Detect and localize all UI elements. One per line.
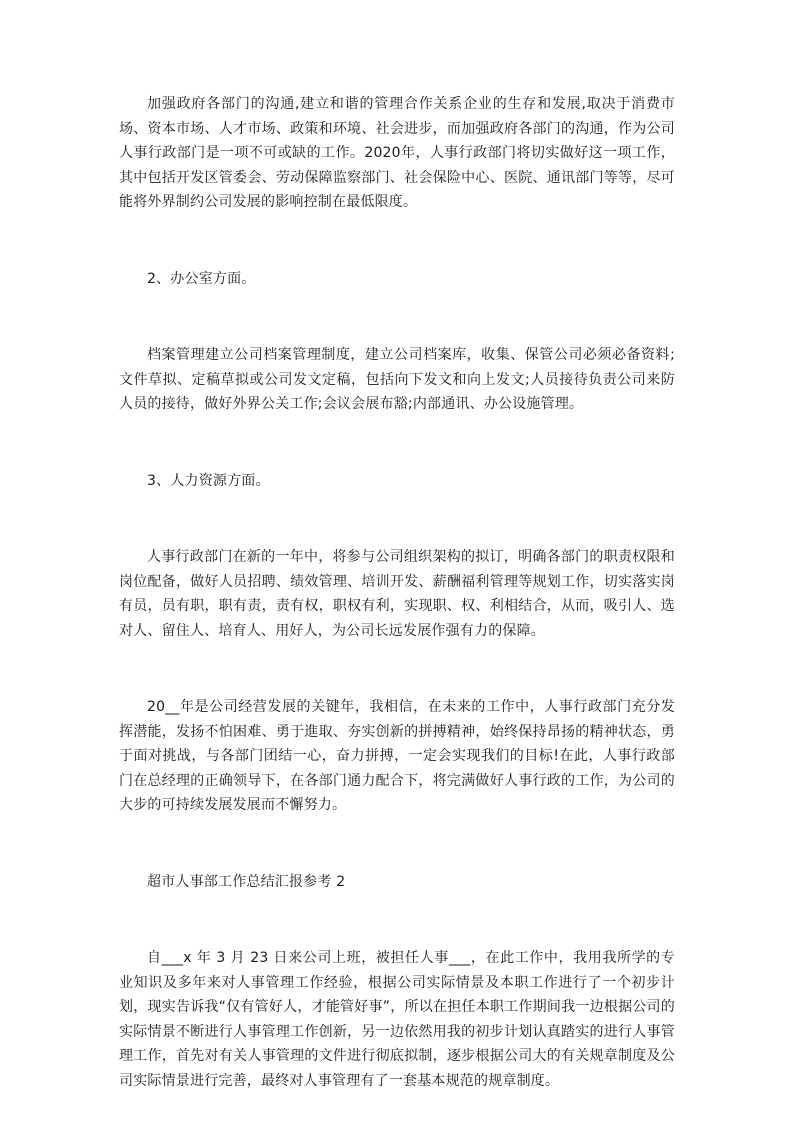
paragraph-hr-planning: 人事行政部门在新的一年中，将参与公司组织架构的拟订，明确各部门的职责权限和岗位配备，做好人员招聘、绩效管理、培训开发、薪酬福利管理等规划工作，切实落实岗有员，员有职，职有责，责有权，职权有利，实现职、权、利相结合，从而，吸引人、选对人、留住人、培育人、用好人，为公司长远发展作强有力的保障。 (119, 549, 675, 639)
paragraph-archive-management: 档案管理建立公司档案管理制度，建立公司档案库，收集、保管公司必须必备资料;文件草拟、定稿草拟或公司发文定稿，包括向下发文和向上发文;人员接待负责公司来防人员的接待，做好外界公关工作;会议会展布豁;内部通讯、办公设施管理。 (119, 347, 675, 412)
paragraph-government-communication: 加强政府各部门的沟通,建立和谐的管理合作关系企业的生存和发展,取决于消费市场、资本市场、人才市场、政策和环境、社会进步，而加强政府各部门的沟通，作为公司人事行政部门是一项不可或缺的工作。2020年，人事行政部门将切实做好这一项工作，其中包括开发区管委会、劳动保障监察部门、社会保险中心、医院、通讯部门等等，尽可能将外界制约公司发展的影响控制在最低限度。 (119, 96, 675, 210)
section-title: 超市人事部工作总结汇报参考 2 (147, 873, 346, 890)
paragraph-personal-summary: 自___x 年 3 月 23 日来公司上班，被担任人事___，在此工作中，我用我所学的专业知识及多年来对人事管理工作经验，根据公司实际情景及本职工作进行了一个初步计划，现实告诉我“仅有管好人，才能管好事”，所以在担任本职工作期间我一边根据公司的实际情景不断进行人事管理工作创新，另一边依然用我的初步计划认真踏实的进行人事管理工作，首先对有关人事管理的文件进行彻底拟制，逐步根据公司大的有关规章制度及公司实际情景进行完善，最终对人事管理有了一套基本规范的规章制度。 (119, 950, 675, 1089)
document-body (119, 92, 675, 1093)
paragraph-key-year: 20__年是公司经营发展的关键年，我相信，在未来的工作中，人事行政部门充分发挥潜能，发扬不怕困难、勇于進取、夯实创新的拼搏精神，始终保持昂扬的精神状态，勇于面对挑战，与各部门团结一心，奋力拼搏，一定会实现我们的目标!在此，人事行政部门在总经理的正确领导下，在各部门通力配合下，将完满做好人事行政的工作，为公司的大步的可持续发展发展而不懈努力。 (119, 699, 675, 813)
heading-office: 2、办公室方面。 (147, 270, 256, 287)
heading-human-resources: 3、人力资源方面。 (147, 472, 270, 489)
